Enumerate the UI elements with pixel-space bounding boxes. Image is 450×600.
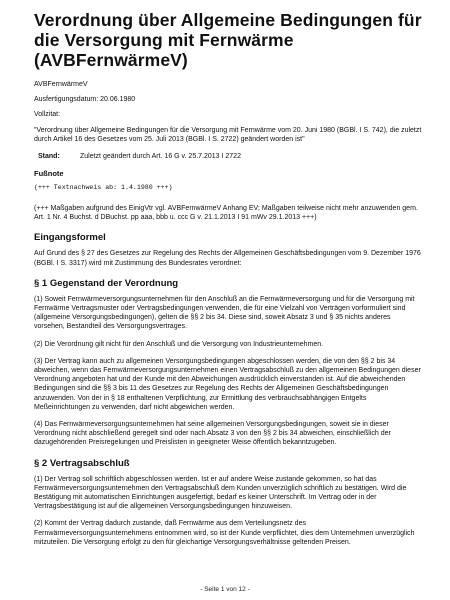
eingangsformel-heading: Eingangsformel: [34, 232, 106, 244]
issue-date: Ausfertigungsdatum: 20.06.1980: [34, 96, 136, 104]
section-1-paragraph-3: (3) Der Vertrag kann auch zu allgemeinen Versorgungsbedingungen abgeschlossen werden, die von den §§ 2 bis 34 abweichen, wenn das Fernwärmeversorgungsunternehmen einen Vertragsabschluß zu den allgemeinen Bedingungen dieser Verordnung angeboten hat und der Kunde mit den Abweichungen ausdrücklich einverstanden ist. Auf die abweichenden Bedingungen sind die §§ 3 bis 11 des Gesetzes zur Regelung des Rechts der Allgemeinen Geschäftsbedingungen anzuwenden. Von der in § 18 enthaltenen Verpflichtung, zur Ermittlung des verbrauchsabhängigen Entgelts Meßeinrichtungen zu verwenden, darf nicht abgewichen werden.: [34, 357, 421, 411]
footnote-heading: Fußnote: [34, 169, 64, 179]
abbreviation: AVBFernwärmeV: [34, 81, 88, 88]
textnachweis: (+++ Textnachweis ab: 1.4.1980 +++): [34, 184, 173, 192]
vollzitat-label: Vollzitat:: [34, 111, 61, 119]
section-2-heading: § 2 Vertragsabschluß: [34, 457, 130, 469]
stand-text: Zuletzt geändert durch Art. 16 G v. 25.7.2013 I 2722: [80, 153, 241, 161]
section-2-paragraph-1: (1) Der Vertrag soll schriftlich abgeschlossen werden. Ist er auf andere Weise zustande gekommen, so hat das Fernwärmeversorgungsunternehmen den Vertragsabschluß dem Kunden unverzüglich schriftlich zu bestätigen. Wird die Bestätigung mit automatischen Einrichtungen ausgefertigt, bedarf es keiner Unterschrift. Im Vertrag oder in der Vertragsbestätigung ist auf die allgemeinen Versorgungsbedingungen hinzuweisen.: [34, 475, 407, 511]
document-title: Verordnung über Allgemeine Bedingungen für die Versorgung mit Fernwärme (AVBFernwärmeV): [34, 10, 422, 70]
section-2-paragraph-2: (2) Kommt der Vertrag dadurch zustande, daß Fernwärme aus dem Verteilungsnetz des Fernwärmeversorgungsunternehmens entnommen wird, so ist der Kunde verpflichtet, dies dem Unternehmen unverzüglich mitzuteilen. Die Versorgung erfolgt zu den für gleichartige Versorgungsverhältnisse geltenden Preisen.: [34, 520, 415, 546]
eingangsformel-text: Auf Grund des § 27 des Gesetzes zur Regelung des Rechts der Allgemeinen Geschäftsbedingungen vom 9. Dezember 1976 (BGBl. I S. 3317) wird mit Zustimmung des Bundesrates verordnet:: [34, 250, 421, 267]
stand-row: [38, 152, 422, 161]
stand-label: Stand:: [38, 153, 60, 161]
section-1-heading: § 1 Gegenstand der Verordnung: [34, 277, 179, 289]
page-number-footer: - Seite 1 von 12 -: [200, 586, 250, 593]
section-1-paragraph-2: (2) Die Verordnung gilt nicht für den Anschluß und die Versorgung von Industrieunternehmen.: [34, 340, 324, 348]
section-1-paragraph-4: (4) Das Fernwärmeversorgungsunternehmen hat seine allgemeinen Versorgungsbedingungen, soweit sie in dieser Verordnung nicht abschließend geregelt sind oder nach Absatz 3 von den §§ 2 bis 34 abweichen, einschließlich der dazugehörenden Preisregelungen und Preislisten in geeigneter Weise öffentlich bekanntzugeben.: [34, 421, 391, 447]
section-1-paragraph-1: (1) Soweit Fernwärmeversorgungsunternehmen für den Anschluß an die Fernwärmeversorgung und für die Versorgung mit Fernwärme Vertragsmuster oder Vertragsbedingungen verwenden, die für eine Vielzahl von Verträgen vorformuliert sind (allgemeine Versorgungsbedingungen), gelten die §§ 2 bis 34. Diese sind, soweit Absatz 3 und § 35 nichts anderes vorsehen, Bestandteil des Versorgungsvertrages.: [34, 295, 415, 331]
massgaben-note: (+++ Maßgaben aufgrund des EinigVtr vgl. AVBFernwärmeV Anhang EV; Maßgaben teilweise nicht mehr anzuwenden gem. Art. 1 Nr. 4 Buchst. d DBuchst. pp aaa, bbb u. ccc G v. 21.1.2013 I 91 mWv 29.1.2013 +++): [34, 205, 418, 222]
vollzitat-text: "Verordnung über Allgemeine Bedingungen für die Versorgung mit Fernwärme vom 20. Juni 1980 (BGBl. I S. 742), die zuletzt durch Artikel 16 des Gesetzes vom 25. Juli 2013 (BGBl. I S. 2722) geändert worden ist": [34, 126, 422, 143]
